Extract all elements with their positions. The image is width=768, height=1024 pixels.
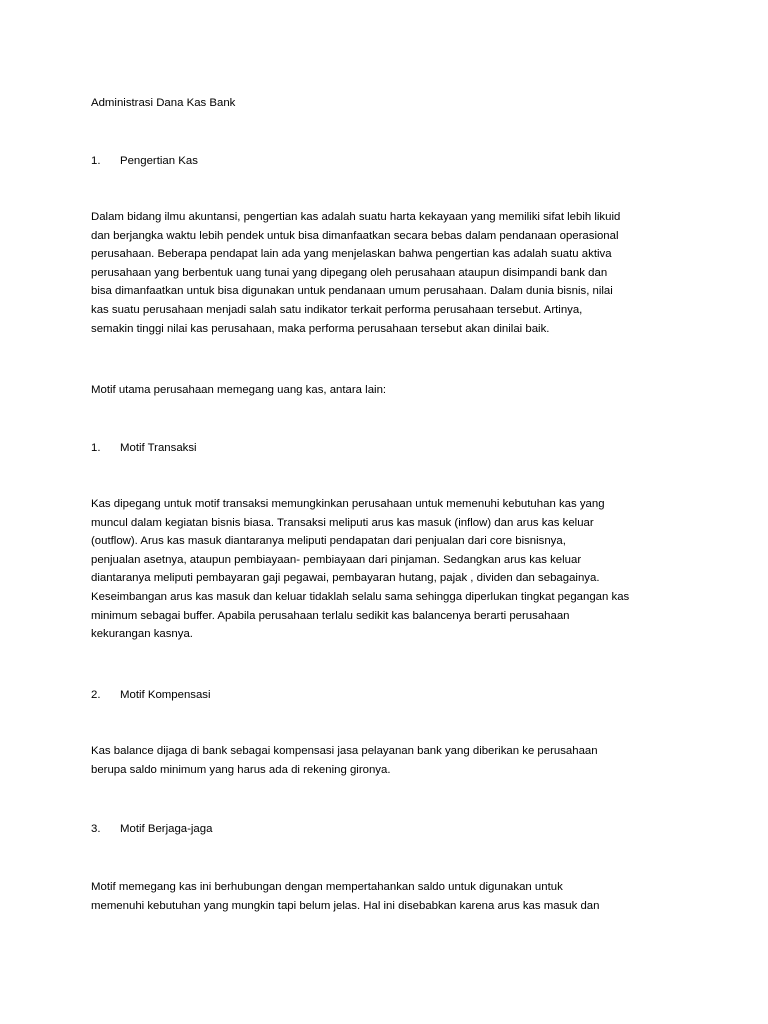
motif-intro: Motif utama perusahaan memegang uang kas, antara lain:	[91, 384, 387, 396]
paragraph-line: kekurangan kasnya.	[91, 628, 193, 641]
section-title: Motif Berjaga-jaga	[120, 823, 213, 835]
paragraph-line: semakin tinggi nilai kas perusahaan, maka performa perusahaan tersebut akan dinilai baik.	[91, 322, 550, 335]
paragraph-line: memenuhi kebutuhan yang mungkin tapi belum jelas. Hal ini disebabkan karena arus kas masuk dan	[91, 899, 600, 912]
section-number: 2.	[91, 689, 101, 701]
paragraph-line: kas suatu perusahaan menjadi salah satu indikator terkait performa perusahaan tersebut. Artinya,	[91, 303, 583, 316]
section-heading-motif-kompensasi	[91, 686, 691, 704]
paragraph-line: Dalam bidang ilmu akuntansi, pengertian kas adalah suatu harta kekayaan yang memiliki sifat lebih likuid	[91, 211, 621, 223]
paragraph-line: Kas dipegang untuk motif transaksi memungkinkan perusahaan untuk memenuhi kebutuhan kas yang	[91, 498, 605, 510]
paragraph-line: minimum sebagai buffer. Apabila perusahaan terlalu sedikit kas balancenya berarti perusahaan	[91, 609, 570, 622]
paragraph-line: diantaranya meliputi pembayaran gaji pegawai, pembayaran hutang, pajak , dividen dan sebagainya.	[91, 572, 600, 585]
section-title: Motif Transaksi	[120, 442, 197, 454]
paragraph-line: penjualan asetnya, ataupun pembiayaan- pembiayaan dari pinjaman. Sedangkan arus kas keluar	[91, 553, 582, 566]
paragraph-line: bisa dimanfaatkan untuk bisa digunakan untuk pendanaan umum perusahaan. Dalam dunia bisnis, nilai	[91, 285, 613, 298]
section-title: Pengertian Kas	[120, 155, 198, 167]
paragraph-line: Motif memegang kas ini berhubungan dengan mempertahankan saldo untuk digunakan untuk	[91, 881, 563, 893]
paragraph-line: Keseimbangan arus kas masuk dan keluar tidaklah selalu sama sehingga diperlukan tingkat pegangan kas	[91, 590, 630, 603]
paragraph-pengertian-kas	[91, 208, 691, 338]
section-heading-pengertian-kas	[91, 152, 691, 170]
document-title: Administrasi Dana Kas Bank	[91, 97, 236, 109]
paragraph-line: berupa saldo minimum yang harus ada di rekening gironya.	[91, 763, 391, 776]
section-title: Motif Kompensasi	[120, 689, 211, 701]
paragraph-line: muncul dalam kegiatan bisnis biasa. Transaksi meliputi arus kas masuk (inflow) dan arus kas keluar	[91, 516, 594, 529]
section-heading-motif-berjaga-jaga	[91, 820, 691, 838]
section-number: 1.	[91, 155, 101, 167]
paragraph-motif-berjaga-jaga	[91, 878, 691, 915]
paragraph-line: (outflow). Arus kas masuk diantaranya meliputi pendapatan dari penjualan dari core bisnisnya,	[91, 535, 566, 548]
paragraph-line: perusahaan. Beberapa pendapat lain ada yang menjelaskan bahwa pengertian kas adalah suatu aktiva	[91, 248, 612, 261]
paragraph-motif-transaksi	[91, 495, 691, 644]
paragraph-motif-kompensasi	[91, 742, 691, 779]
paragraph-line: Kas balance dijaga di bank sebagai kompensasi jasa pelayanan bank yang diberikan ke perusahaan	[91, 745, 598, 757]
paragraph-line: perusahaan yang berbentuk uang tunai yang dipegang oleh perusahaan ataupun disimpandi bank dan	[91, 266, 608, 279]
section-number: 3.	[91, 823, 101, 835]
section-heading-motif-transaksi	[91, 439, 691, 457]
paragraph-line: dan berjangka waktu lebih pendek untuk bisa dimanfaatkan secara bebas dalam pendanaan operasional	[91, 229, 619, 242]
section-number: 1.	[91, 442, 101, 454]
